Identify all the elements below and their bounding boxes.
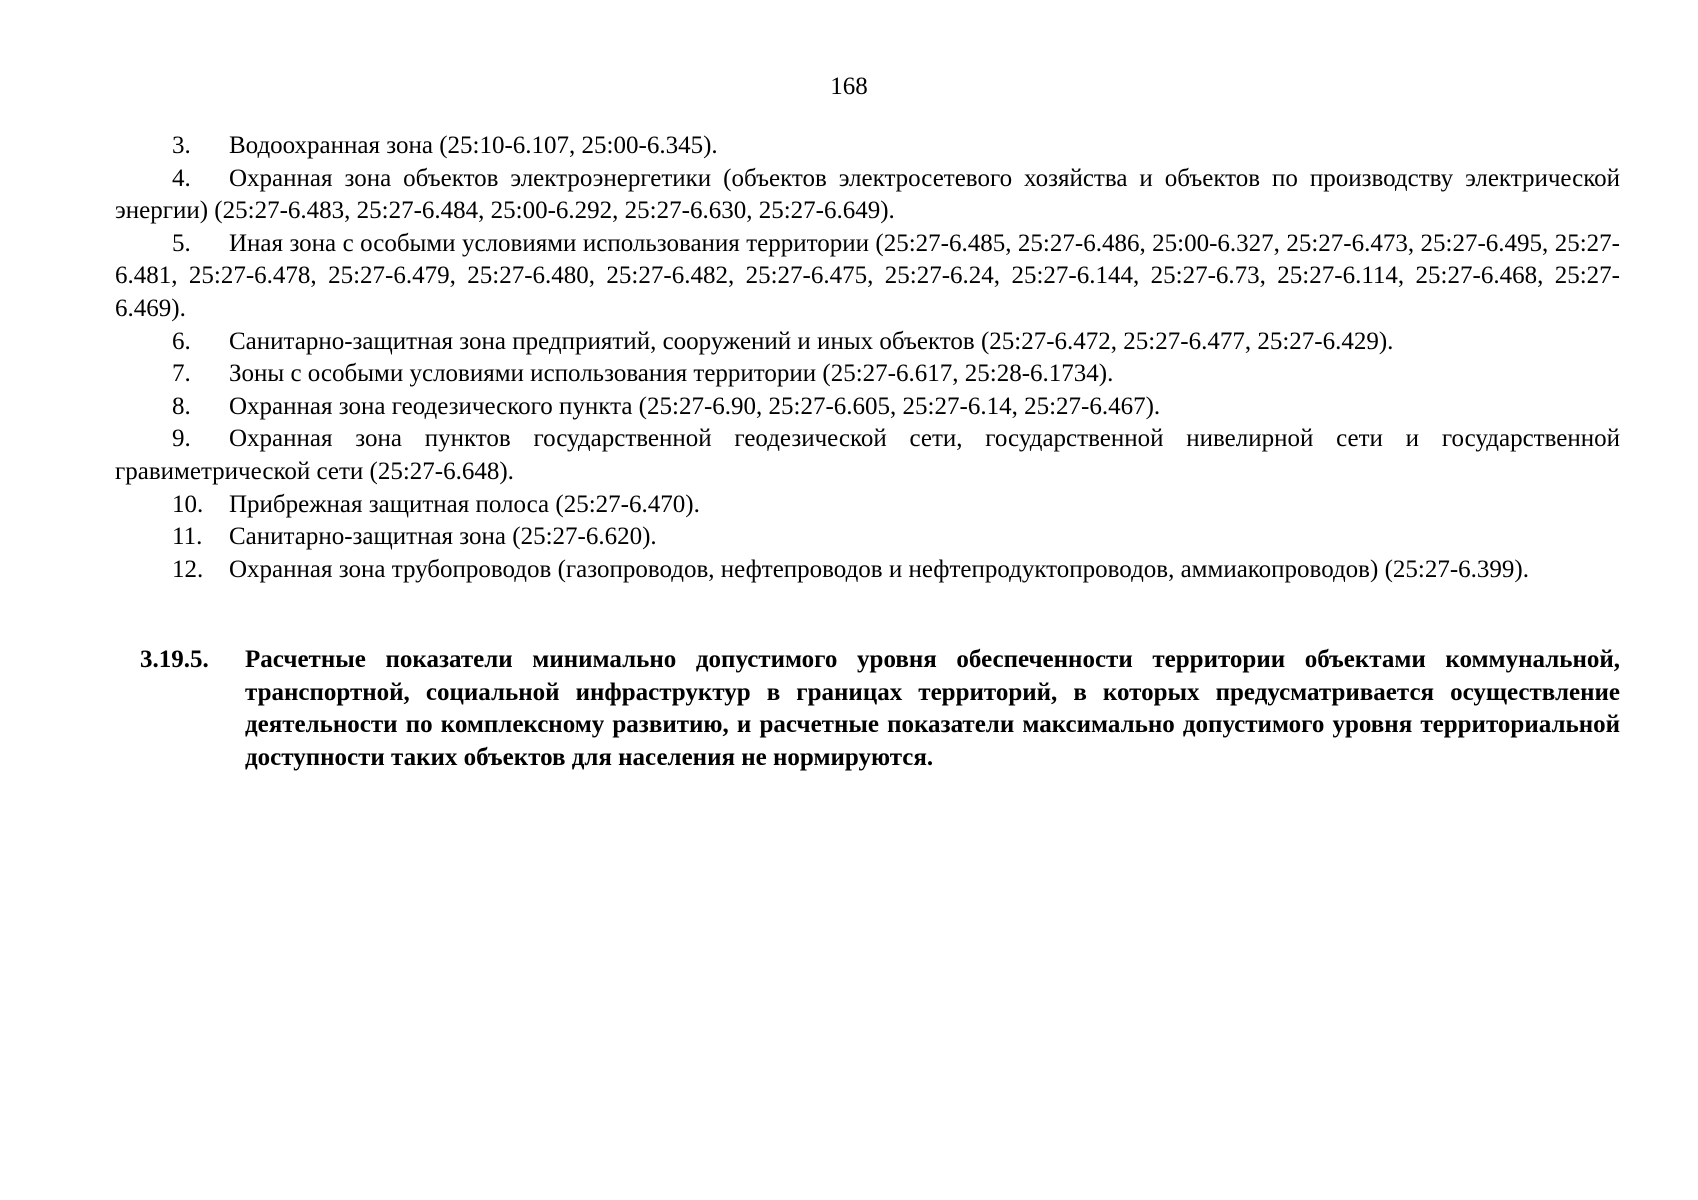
- list-item: [115, 358, 1620, 391]
- list-item-text: Охранная зона пунктов государственной геодезической сети, государственной нивелирной сети и государственной гравиметрической сети (25:27-6.648).: [115, 425, 1620, 485]
- list-item-text: Охранная зона объектов электроэнергетики (объектов электросетевого хозяйства и объектов по производству электрической энергии) (25:27-6.483, 25:27-6.484, 25:00-6.292, 25:27-6.630, 25:27-6.649).: [115, 164, 1620, 225]
- list-item-text: Охранная зона трубопроводов (газопроводов, нефтепроводов и нефтепродуктопроводов, аммиакопроводов) (25:27-6.399).: [229, 555, 1529, 583]
- list-item: [115, 326, 1620, 359]
- list-item: [115, 228, 1620, 326]
- list-item-number: 9.: [172, 425, 191, 453]
- zone-list: [115, 130, 1620, 586]
- section-text: Расчетные показатели минимально допустимого уровня обеспеченности территории объектами коммунальной, транспортной, социальной инфраструктур в границах территорий, в которых предусматривается осуществление деятельности по комплексному развитию, и расчетные показатели максимально допустимого уровня территориальной доступности таких объектов для населения не нормируются.: [245, 646, 1620, 771]
- list-item: [115, 521, 1620, 554]
- list-item-text: Водоохранная зона (25:10-6.107, 25:00-6.345).: [229, 132, 718, 159]
- list-item: [115, 554, 1620, 587]
- list-item-text: Санитарно-защитная зона предприятий, сооружений и иных объектов (25:27-6.472, 25:27-6.477, 25:27-6.429).: [229, 327, 1394, 355]
- page-number: 168: [830, 73, 868, 100]
- list-item: [115, 391, 1620, 424]
- list-item-number: 4.: [172, 164, 191, 192]
- list-item: [115, 163, 1620, 228]
- list-item-number: 12.: [172, 555, 204, 583]
- section-number: 3.19.5.: [140, 646, 209, 673]
- list-item-number: 7.: [172, 360, 191, 388]
- list-item-text: Иная зона с особыми условиями использования территории (25:27-6.485, 25:27-6.486, 25:00-6.327, 25:27-6.473, 25:27-6.495, 25:27-6.481, 25:27-6.478, 25:27-6.479, 25:27-6.480, 25:27-6.482, 25:27-6.475, 25:27-6.24, 25:27-6.144, 25:27-6.73, 25:27-6.114, 25:27-6.468, 25:27-6.469).: [115, 229, 1620, 322]
- list-item-text: Зоны с особыми условиями использования территории (25:27-6.617, 25:28-6.1734).: [229, 360, 1114, 388]
- section-heading: [140, 644, 1620, 774]
- list-item: [115, 130, 1620, 163]
- list-item-number: 8.: [172, 392, 191, 420]
- list-item-text: Прибрежная защитная полоса (25:27-6.470).: [229, 490, 700, 518]
- list-item-number: 5.: [172, 229, 191, 257]
- list-item: [115, 423, 1620, 488]
- list-item-text: Охранная зона геодезического пункта (25:27-6.90, 25:27-6.605, 25:27-6.14, 25:27-6.467).: [229, 392, 1161, 420]
- list-item-text: Санитарно-защитная зона (25:27-6.620).: [229, 523, 657, 551]
- list-item-number: 10.: [172, 490, 204, 518]
- list-item-number: 11.: [172, 523, 203, 551]
- list-item: [115, 489, 1620, 522]
- list-item-number: 3.: [172, 132, 191, 159]
- list-item-number: 6.: [172, 327, 191, 355]
